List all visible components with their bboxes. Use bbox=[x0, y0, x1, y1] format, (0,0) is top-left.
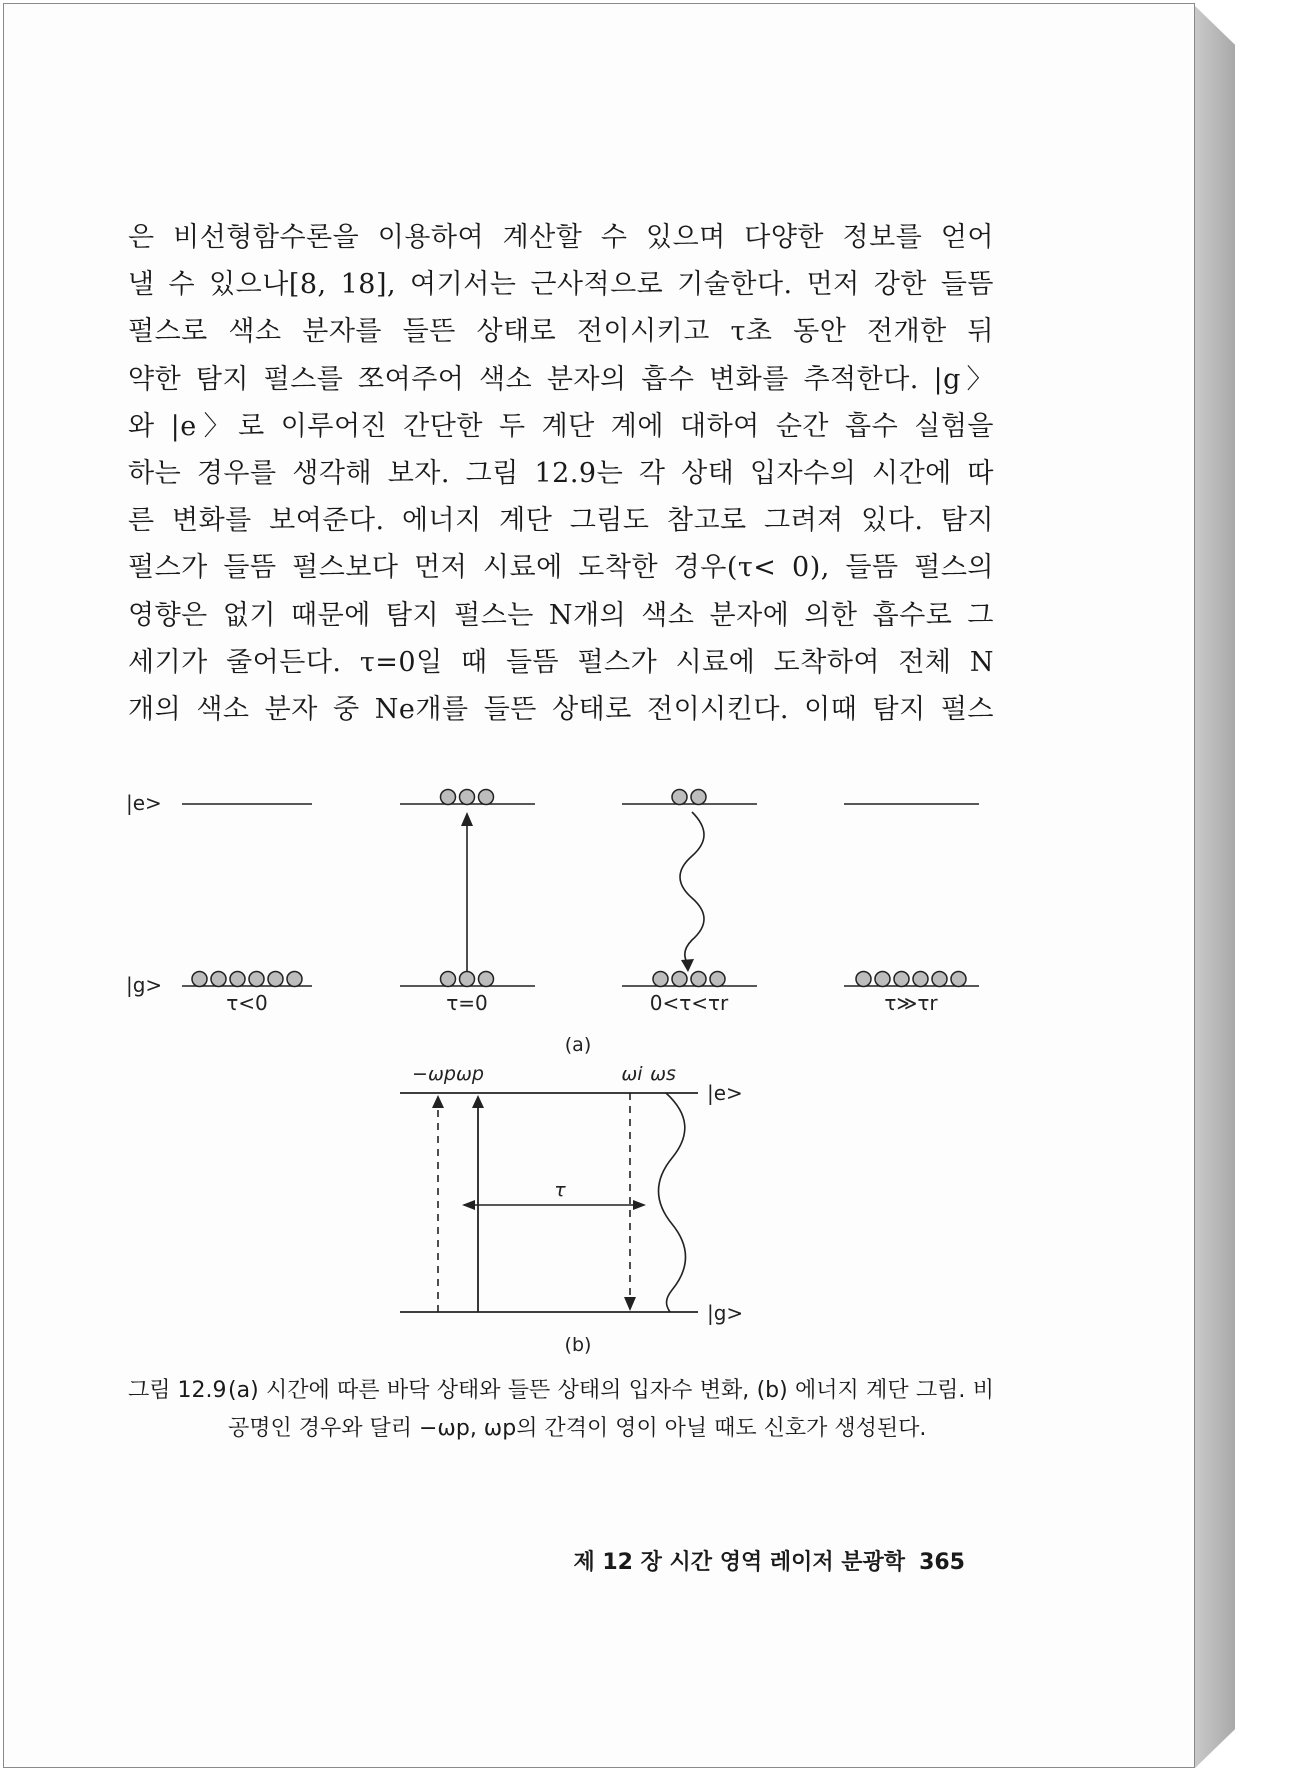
freq-label: −ωp bbox=[412, 1063, 456, 1085]
chapter-title: 제 12 장 시간 영역 레이저 분광학 bbox=[573, 1550, 906, 1575]
excited-population-dot bbox=[441, 790, 456, 805]
omega-s-wavy-line bbox=[659, 1093, 686, 1312]
population-dots bbox=[192, 790, 966, 987]
text-line: 약한 탐지 펄스를 쪼여주어 색소 분자의 흡수 변화를 추적한다. |g〉 bbox=[128, 363, 994, 395]
level-e-label: |e> bbox=[126, 791, 162, 815]
text-line: 펄스가 들뜸 펄스보다 먼저 시료에 도착한 경우(τ< 0), 들뜸 펄스의 bbox=[128, 552, 994, 584]
caption-label: 그림 12.9 bbox=[128, 1378, 227, 1403]
ground-population-dot bbox=[932, 972, 947, 987]
ground-population-dot bbox=[460, 972, 475, 987]
ground-population-dot bbox=[691, 972, 706, 987]
panel-caption: τ≫τr bbox=[884, 991, 938, 1015]
ground-population-dot bbox=[268, 972, 283, 987]
figure-a bbox=[126, 790, 979, 1057]
excitation-arrowhead bbox=[461, 812, 473, 826]
ground-population-dot bbox=[875, 972, 890, 987]
page-number: 365 bbox=[919, 1550, 965, 1575]
excited-population-dot bbox=[672, 790, 687, 805]
ground-population-dot bbox=[230, 972, 245, 987]
text-line: 펄스로 색소 분자를 들뜬 상태로 전이시키고 τ초 동안 전개한 뒤 bbox=[128, 316, 994, 348]
excited-population-dot bbox=[691, 790, 706, 805]
panel-caption: τ=0 bbox=[446, 991, 488, 1015]
figure-a-sublabel: (a) bbox=[564, 1034, 592, 1056]
freq-label: ωi bbox=[621, 1063, 643, 1085]
text-line: 개의 색소 분자 중 Ne개를 들뜬 상태로 전이시킨다. 이때 탐지 펄스 bbox=[128, 694, 994, 726]
text-line: 하는 경우를 생각해 보자. 그림 12.9는 각 상태 입자수의 시간에 따 bbox=[128, 458, 994, 490]
ground-population-dot bbox=[479, 972, 494, 987]
ground-population-dot bbox=[710, 972, 725, 987]
relaxation-wavy-arrow bbox=[680, 812, 704, 964]
caption-text: (a) 시간에 따른 바닥 상태와 들뜬 상태의 입자수 변화, (b) 에너지 계단 그림. 비공명인 경우와 달리 −ωp, ωp의 간격이 영이 아닐 때도 신호가 생성된다. bbox=[228, 1378, 994, 1441]
text-line: 른 변화를 보여준다. 에너지 계단 그림도 참고로 그려져 있다. 탐지 bbox=[128, 505, 994, 537]
text-line: 영향은 없기 때문에 탐지 펄스는 N개의 색소 분자에 의한 흡수로 그 bbox=[128, 599, 994, 631]
ground-population-dot bbox=[287, 972, 302, 987]
freq-label: ωp bbox=[456, 1063, 484, 1085]
figure-b bbox=[400, 1063, 743, 1356]
excited-population-dot bbox=[479, 790, 494, 805]
ground-population-dot bbox=[672, 972, 687, 987]
ground-population-dot bbox=[894, 972, 909, 987]
level-g-label: |g> bbox=[707, 1301, 744, 1325]
arrowhead bbox=[472, 1095, 484, 1108]
relaxation-arrowhead bbox=[681, 959, 694, 972]
ground-population-dot bbox=[951, 972, 966, 987]
ground-population-dot bbox=[192, 972, 207, 987]
level-g-label: |g> bbox=[126, 973, 163, 997]
tau-label: τ bbox=[554, 1179, 566, 1201]
ground-population-dot bbox=[211, 972, 226, 987]
panel-caption: τ<0 bbox=[226, 991, 268, 1015]
freq-label: ωs bbox=[650, 1063, 676, 1085]
ground-population-dot bbox=[913, 972, 928, 987]
text-line: 낼 수 있으나[8, 18], 여기서는 근사적으로 기술한다. 먼저 강한 들뜸 bbox=[128, 269, 994, 301]
text-line: 은 비선형함수론을 이용하여 계산할 수 있으며 다양한 정보를 얻어 bbox=[128, 222, 994, 253]
ground-population-dot bbox=[856, 972, 871, 987]
excited-population-dot bbox=[460, 790, 475, 805]
running-footer bbox=[573, 1545, 965, 1576]
text-line: 세기가 줄어든다. τ=0일 때 들뜸 펄스가 시료에 도착하여 전체 N bbox=[128, 646, 994, 678]
panel-caption: 0<τ<τr bbox=[649, 991, 729, 1015]
level-e-label: |e> bbox=[707, 1081, 743, 1105]
figure-b-sublabel: (b) bbox=[564, 1334, 592, 1356]
arrowhead bbox=[432, 1095, 444, 1108]
arrowhead bbox=[624, 1297, 636, 1311]
text-line: 와 |e〉로 이루어진 간단한 두 계단 계에 대하여 순간 흡수 실험을 bbox=[128, 410, 994, 442]
ground-population-dot bbox=[441, 972, 456, 987]
arrowhead bbox=[633, 1200, 646, 1210]
arrowhead bbox=[462, 1200, 475, 1210]
ground-population-dot bbox=[653, 972, 668, 987]
ground-population-dot bbox=[249, 972, 264, 987]
